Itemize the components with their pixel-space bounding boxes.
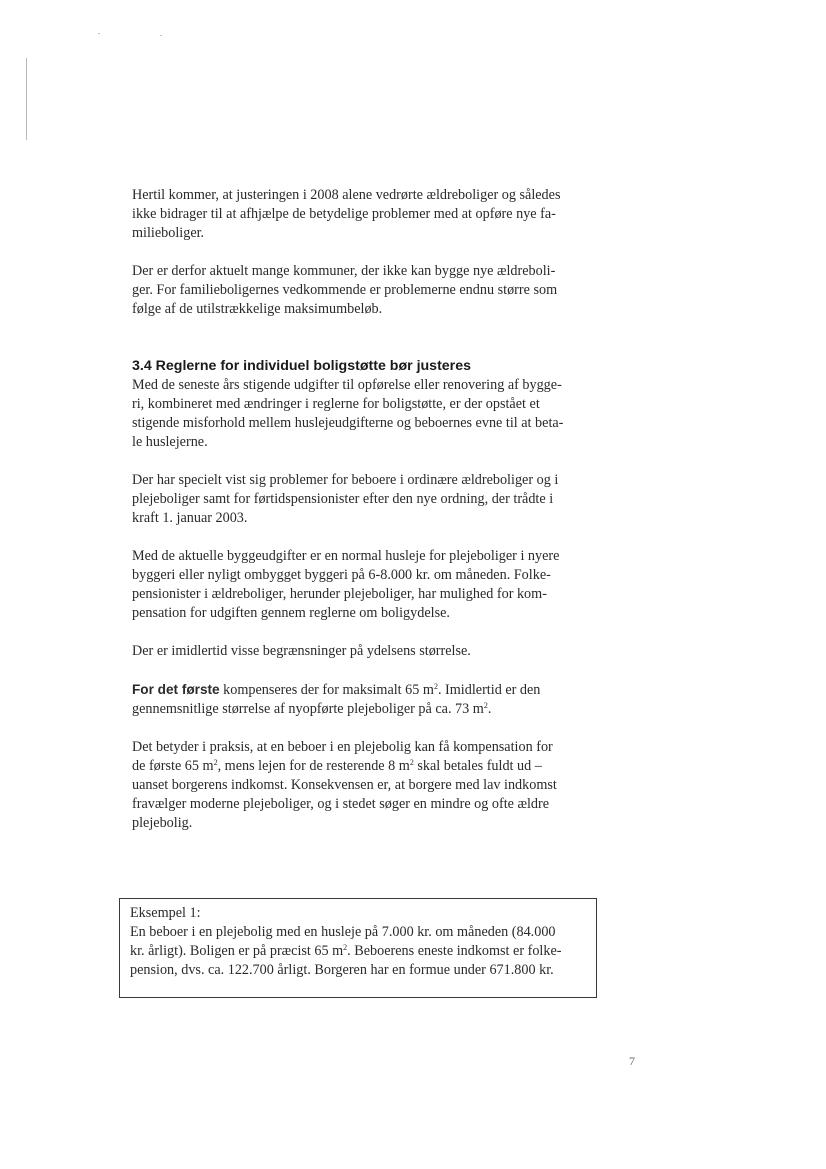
- scan-speck: [98, 33, 100, 34]
- page-number: 7: [629, 1054, 635, 1068]
- scan-margin-line: [26, 58, 27, 140]
- superscript: 2: [483, 701, 488, 710]
- text-line: Der er derfor aktuelt mange kommuner, der ikke kan bygge nye ældreboli-: [132, 263, 556, 279]
- text-fragment: .: [487, 701, 492, 717]
- text-line: plejebolig.: [132, 815, 193, 831]
- text-line: pension, dvs. ca. 122.700 årligt. Borgeren har en formue under 671.800 kr.: [130, 962, 554, 978]
- paragraph-justering: [132, 186, 594, 243]
- superscript: 2: [433, 682, 438, 691]
- text-line: plejeboliger samt for førtidspensionister efter den nye ordning, der trådte i: [132, 491, 554, 507]
- paragraph-praksis: [132, 738, 594, 833]
- text-line: Der er imidlertid visse begrænsninger på ydelsens størrelse.: [132, 643, 471, 659]
- text-line: Der har specielt vist sig problemer for beboere i ordinære ældreboliger og i: [132, 472, 559, 488]
- text-line: En beboer i en plejebolig med en husleje på 7.000 kr. om måneden (84.000: [130, 924, 556, 940]
- text-line: uanset borgerens indkomst. Konsekvensen er, at borgere med lav indkomst: [132, 777, 557, 793]
- paragraph-udgifter: [132, 376, 594, 452]
- text-fragment: gennemsnitlige størrelse af nyopførte plejeboliger på ca. 73 m: [132, 701, 484, 717]
- text-line: følge af de utilstrækkelige maksimumbeløb.: [132, 301, 383, 317]
- text-line: ri, kombineret med ændringer i reglerne for boligstøtte, er der opstået et: [132, 396, 540, 412]
- text-line: [132, 700, 594, 719]
- text-line: le huslejerne.: [132, 434, 208, 450]
- text-line: milieboliger.: [132, 225, 205, 241]
- paragraph-problemer: [132, 471, 594, 528]
- text-fragment: de første 65 m: [132, 758, 214, 774]
- paragraph-kommuner: [132, 262, 594, 319]
- section-heading: 3.4 Reglerne for individuel boligstøtte bør justeres: [132, 358, 471, 374]
- scan-speck: [160, 35, 162, 36]
- text-line: Hertil kommer, at justeringen i 2008 alene vedrørte ældreboliger og således: [132, 187, 561, 203]
- text-fragment: , mens lejen for de resterende 8 m: [217, 758, 410, 774]
- text-fragment: kr. årligt). Boligen er på præcist 65 m: [130, 943, 344, 959]
- text-line: fravælger moderne plejeboliger, og i stedet søger en mindre og ofte ældre: [132, 796, 550, 812]
- text-fragment: . Beboerens eneste indkomst er folke-: [347, 943, 562, 959]
- superscript: 2: [409, 758, 414, 767]
- text-line: pensation for udgiften gennem reglerne om boligydelse.: [132, 605, 450, 621]
- text-line: ikke bidrager til at afhjælpe de betydelige problemer med at opføre nye fa-: [132, 206, 556, 222]
- text-fragment: . Imidlertid er den: [437, 682, 541, 698]
- text-line: stigende misforhold mellem huslejeudgifterne og beboernes evne til at beta-: [132, 415, 564, 431]
- paragraph-for-det-forste: [132, 680, 594, 719]
- text-fragment: kompenseres der for maksimalt 65 m: [219, 682, 434, 698]
- text-line: [132, 757, 594, 776]
- text-line: [132, 680, 594, 700]
- text-line: Det betyder i praksis, at en beboer i en plejebolig kan få kompensation for: [132, 739, 553, 755]
- paragraph-begraensninger: [132, 642, 594, 661]
- text-line: kraft 1. januar 2003.: [132, 510, 248, 526]
- superscript: 2: [343, 943, 348, 952]
- bold-lead-text: For det første: [132, 682, 220, 697]
- text-line: byggeri eller nyligt ombygget byggeri på 6-8.000 kr. om måneden. Folke-: [132, 567, 551, 583]
- text-fragment: skal betales fuldt ud –: [413, 758, 542, 774]
- example-box: [119, 898, 597, 998]
- paragraph-byggeudgifter: [132, 547, 594, 623]
- text-line: ger. For familieboligernes vedkommende er problemerne endnu større som: [132, 282, 558, 298]
- text-line: [130, 942, 596, 961]
- example-title: Eksempel 1:: [130, 905, 201, 921]
- document-body: [132, 186, 594, 852]
- text-line: pensionister i ældreboliger, herunder plejeboliger, har mulighed for kom-: [132, 586, 547, 602]
- superscript: 2: [213, 758, 218, 767]
- text-line: Med de aktuelle byggeudgifter er en normal husleje for plejeboliger i nyere: [132, 548, 560, 564]
- text-line: Med de seneste års stigende udgifter til opførelse eller renovering af bygge-: [132, 377, 562, 393]
